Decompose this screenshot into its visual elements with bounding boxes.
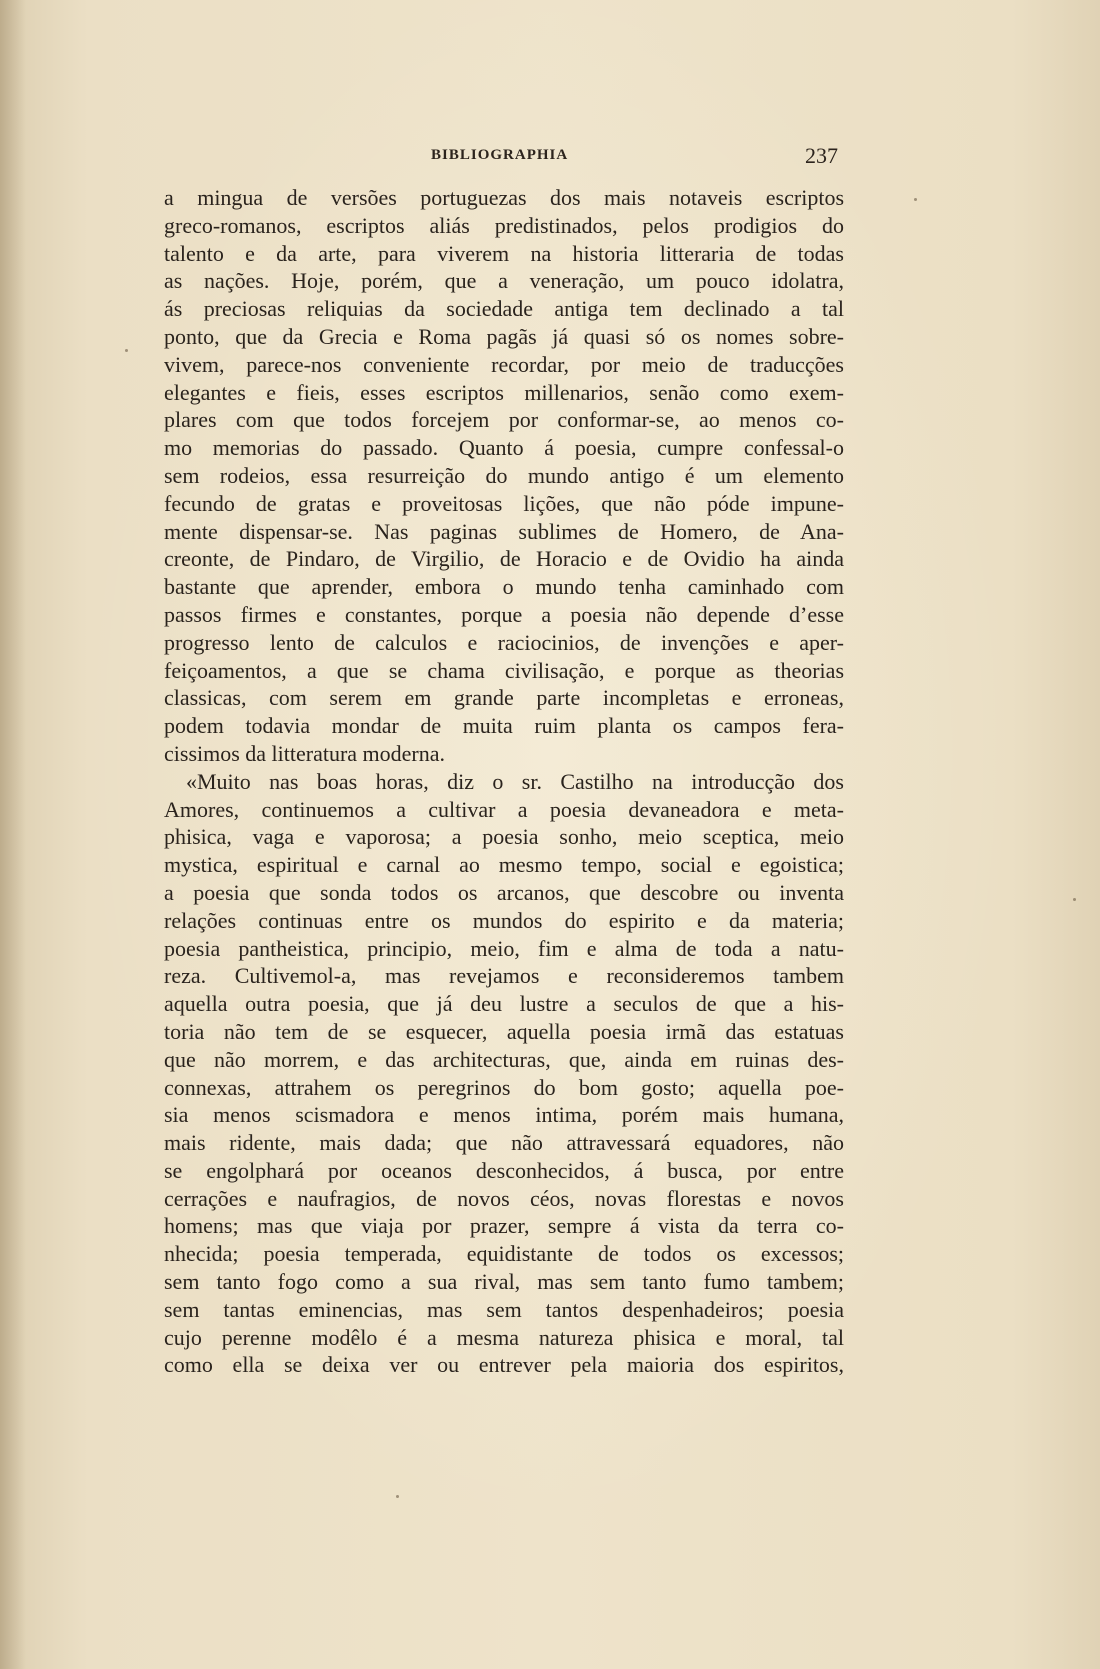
paragraph-start-line: «Muito nas boas horas, diz o sr. Castilho na introducção dos xyxy=(186,768,844,794)
text-line: Amores, continuemos a cultivar a poesia devaneadora e meta- xyxy=(164,796,844,822)
text-line: plares com que todos forcejem por conformar-se, ao menos co- xyxy=(164,407,844,433)
text-line: a poesia que sonda todos os arcanos, que descobre ou inventa xyxy=(164,879,844,905)
text-line: classicas, com serem em grande parte incompletas e erroneas, xyxy=(164,685,844,711)
text-line: poesia pantheistica, principio, meio, fim e alma de toda a natu- xyxy=(164,935,844,961)
text-line: como ella se deixa ver ou entrever pela maioria dos espiritos, xyxy=(164,1352,844,1378)
text-line: reza. Cultivemol-a, mas revejamos e reconsideremos tambem xyxy=(164,963,844,989)
text-line: phisica, vaga e vaporosa; a poesia sonho, meio sceptica, meio xyxy=(164,824,844,850)
text-line: elegantes e fieis, esses escriptos millenarios, senão como exem- xyxy=(164,379,844,405)
paragraph-end-line: cissimos da litteratura moderna. xyxy=(164,740,446,766)
text-line: nhecida; poesia temperada, equidistante de todos os excessos; xyxy=(164,1241,844,1267)
text-line: mystica, espiritual e carnal ao mesmo tempo, social e egoistica; xyxy=(164,852,844,878)
text-line: sia menos scismadora e menos intima, porém mais humana, xyxy=(164,1102,844,1128)
text-line: fecundo de gratas e proveitosas lições, que não póde impune- xyxy=(164,490,844,516)
text-line: sem rodeios, essa resurreição do mundo antigo é um elemento xyxy=(164,462,844,488)
text-line: cujo perenne modêlo é a mesma natureza phisica e moral, tal xyxy=(164,1324,844,1350)
text-line: podem todavia mondar de muita ruim planta os campos fera- xyxy=(164,713,844,739)
text-line: greco-romanos, escriptos aliás predistinados, pelos prodigios do xyxy=(164,212,844,238)
paper-speck xyxy=(125,349,128,352)
text-line: homens; mas que viaja por prazer, sempre á vista da terra co- xyxy=(164,1213,844,1239)
paper-speck xyxy=(396,1495,399,1498)
text-line: as nações. Hoje, porém, que a veneração, um pouco idolatra, xyxy=(164,268,844,294)
text-line: ás preciosas reliquias da sociedade antiga tem declinado a tal xyxy=(164,296,844,322)
paper-speck xyxy=(1073,898,1076,901)
text-line: passos firmes e constantes, porque a poesia não depende d’esse xyxy=(164,601,844,627)
page-number: 237 xyxy=(805,143,838,168)
text-line: mais ridente, mais dada; que não attravessará equadores, não xyxy=(164,1130,844,1156)
text-line: connexas, attrahem os peregrinos do bom gosto; aquella poe- xyxy=(164,1074,844,1100)
running-head xyxy=(166,143,838,173)
text-line: talento e da arte, para viverem na historia litteraria de todas xyxy=(164,240,844,266)
text-line: a mingua de versões portuguezas dos mais notaveis escriptos xyxy=(164,185,844,210)
text-line: cerrações e naufragios, de novos céos, novas florestas e novos xyxy=(164,1185,844,1211)
text-line: aquella outra poesia, que já deu lustre a seculos de que a his- xyxy=(164,991,844,1017)
text-line: se engolphará por oceanos desconhecidos, á busca, por entre xyxy=(164,1157,844,1183)
text-line: que não morrem, e das architecturas, que, ainda em ruinas des- xyxy=(164,1046,844,1072)
text-line: ponto, que da Grecia e Roma pagãs já quasi só os nomes sobre- xyxy=(164,323,844,349)
paper-speck xyxy=(914,198,917,201)
text-line: creonte, de Pindaro, de Virgilio, de Horacio e de Ovidio ha ainda xyxy=(164,546,844,572)
text-line: sem tanto fogo como a sua rival, mas sem tanto fumo tambem; xyxy=(164,1269,844,1295)
text-line: relações continuas entre os mundos do espirito e da materia; xyxy=(164,907,844,933)
body-text xyxy=(164,184,844,1379)
text-line: progresso lento de calculos e raciocinios, de invenções e aper- xyxy=(164,629,844,655)
page-edge-shadow xyxy=(0,0,26,1669)
text-line: bastante que aprender, embora o mundo tenha caminhado com xyxy=(164,574,844,600)
text-line: vivem, parece-nos conveniente recordar, por meio de traducções xyxy=(164,351,844,377)
text-line: toria não tem de se esquecer, aquella poesia irmã das estatuas xyxy=(164,1018,844,1044)
text-line: feiçoamentos, a que se chama civilisação, e porque as theorias xyxy=(164,657,844,683)
text-line: sem tantas eminencias, mas sem tantos despenhadeiros; poesia xyxy=(164,1296,844,1322)
text-line: mente dispensar-se. Nas paginas sublimes de Homero, de Ana- xyxy=(164,518,844,544)
running-head-title: BIBLIOGRAPHIA xyxy=(431,147,569,163)
text-line: mo memorias do passado. Quanto á poesia, cumpre confessal-o xyxy=(164,435,844,461)
